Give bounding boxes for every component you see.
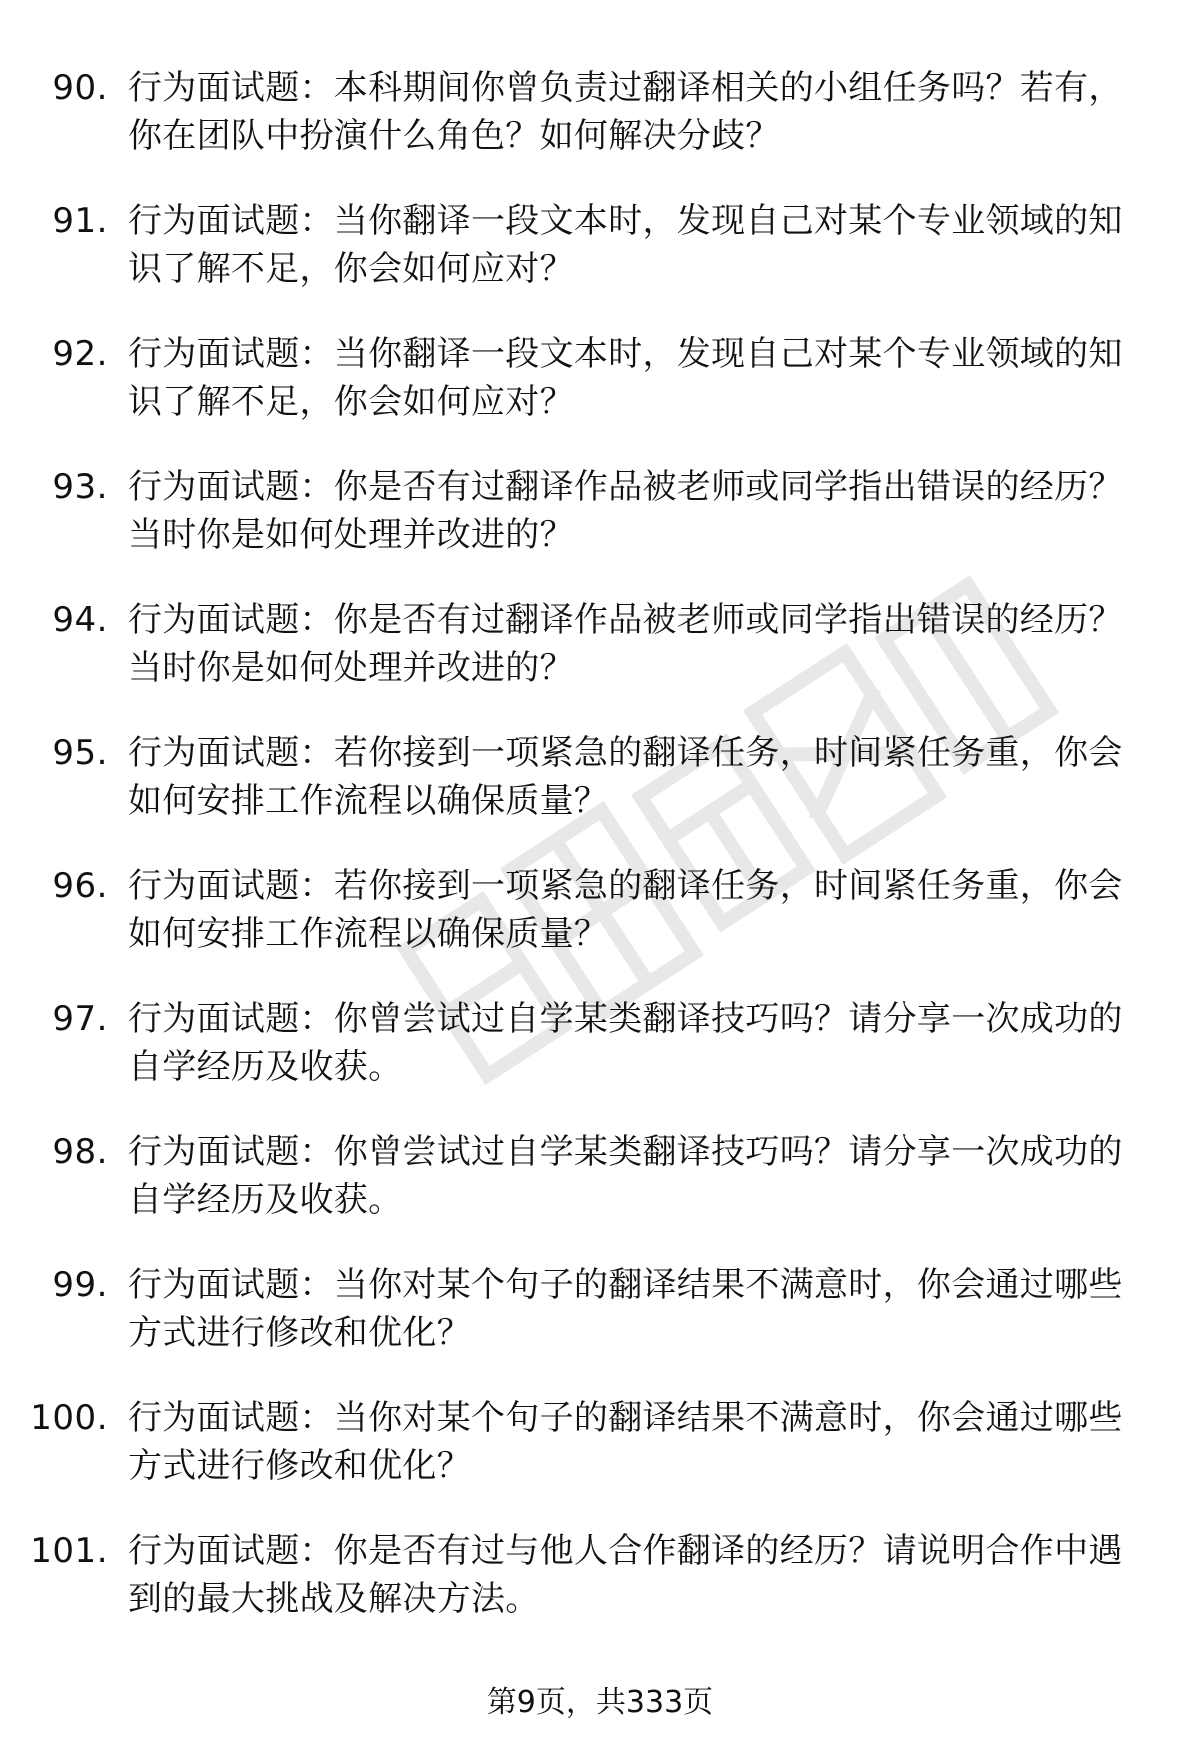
question-item [0,42,1200,175]
question-number: 98. [52,1132,108,1172]
question-text: 行为面试题：当你翻译一段文本时，发现自己对某个专业领域的知识了解不足，你会如何应对？ [128,201,1123,289]
question-item [0,707,1200,840]
question-number: 96. [52,866,108,906]
question-item [0,175,1200,308]
question-item [0,1505,1200,1638]
question-number: 94. [52,600,108,640]
question-item [0,1372,1200,1505]
question-text: 行为面试题：你曾尝试过自学某类翻译技巧吗？请分享一次成功的自学经历及收获。 [128,999,1123,1087]
question-number: 90. [52,68,108,108]
question-text: 行为面试题：你是否有过翻译作品被老师或同学指出错误的经历？当时你是如何处理并改进的？ [128,467,1123,555]
question-text: 行为面试题：若你接到一项紧急的翻译任务，时间紧任务重，你会如何安排工作流程以确保质量？ [128,733,1123,821]
question-number: 101. [30,1531,108,1571]
question-item [0,308,1200,441]
question-number: 97. [52,999,108,1039]
question-number: 92. [52,334,108,374]
question-text: 行为面试题：当你对某个句子的翻译结果不满意时，你会通过哪些方式进行修改和优化？ [128,1265,1123,1353]
question-number: 99. [52,1265,108,1305]
question-number: 91. [52,201,108,241]
question-item [0,441,1200,574]
question-number: 100. [30,1398,108,1438]
question-text: 行为面试题：你是否有过与他人合作翻译的经历？请说明合作中遇到的最大挑战及解决方法。 [128,1531,1123,1619]
question-item [0,973,1200,1106]
question-item [0,840,1200,973]
question-item [0,1106,1200,1239]
question-item [0,574,1200,707]
question-number: 95. [52,733,108,773]
page-footer [0,1683,1200,1723]
question-text: 行为面试题：本科期间你曾负责过翻译相关的小组任务吗？若有，你在团队中扮演什么角色？如何解决分歧？ [128,68,1123,156]
question-text: 行为面试题：你曾尝试过自学某类翻译技巧吗？请分享一次成功的自学经历及收获。 [128,1132,1123,1220]
question-item [0,1239,1200,1372]
question-text: 行为面试题：若你接到一项紧急的翻译任务，时间紧任务重，你会如何安排工作流程以确保质量？ [128,866,1123,954]
question-list [0,42,1200,1638]
question-text: 行为面试题：你是否有过翻译作品被老师或同学指出错误的经历？当时你是如何处理并改进的？ [128,600,1123,688]
page-number-label: 第9页，共333页 [486,1685,714,1720]
question-text: 行为面试题：当你对某个句子的翻译结果不满意时，你会通过哪些方式进行修改和优化？ [128,1398,1123,1486]
question-text: 行为面试题：当你翻译一段文本时，发现自己对某个专业领域的知识了解不足，你会如何应对？ [128,334,1123,422]
question-number: 93. [52,467,108,507]
